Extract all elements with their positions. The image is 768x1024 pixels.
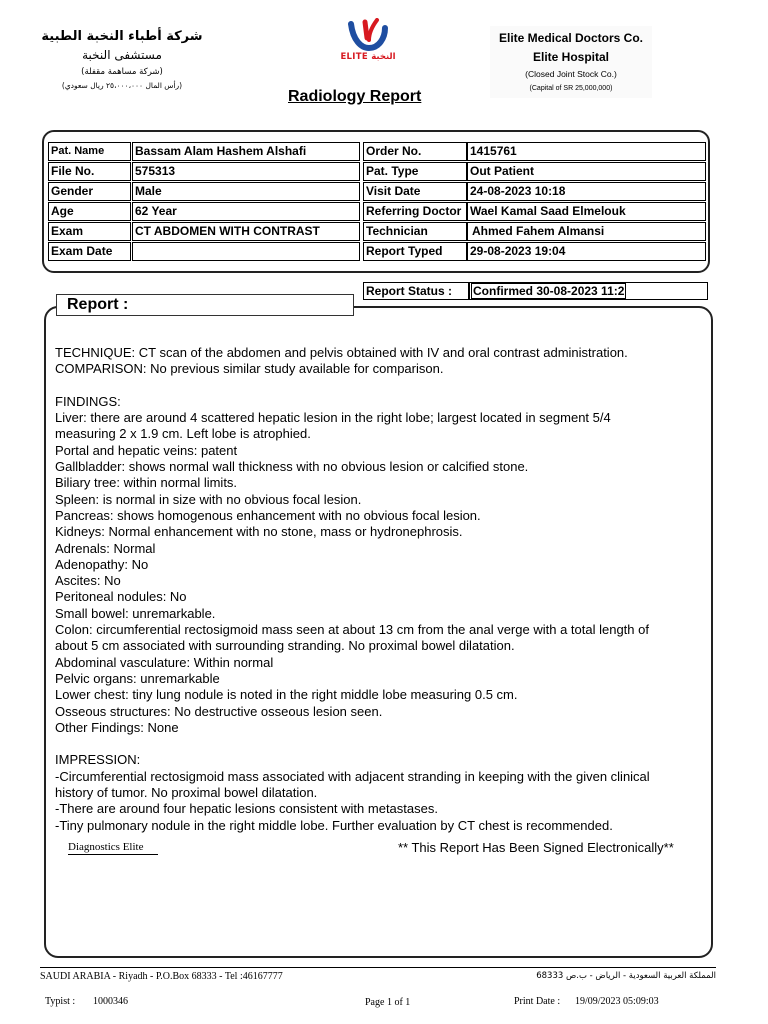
english-letterhead (490, 26, 652, 98)
value-visit-date: 24-08-2023 10:18 (467, 182, 706, 201)
electronic-signature-note: ** This Report Has Been Signed Electronically** (398, 840, 674, 855)
page-title: Radiology Report (288, 88, 422, 105)
print-date-value: 19/09/2023 05:09:03 (575, 996, 659, 1007)
elite-logo (318, 18, 418, 66)
value-age: 62 Year (132, 202, 360, 221)
impression-heading: IMPRESSION: (55, 752, 141, 768)
spacer (55, 378, 705, 394)
page-number: Page 1 of 1 (365, 997, 411, 1008)
arabic-hospital-name: مستشفى النخبة (82, 48, 162, 62)
value-patient-name: Bassam Alam Hashem Alshafi (132, 142, 360, 161)
report-status-label: Report Status : (363, 282, 469, 300)
finding-line: Abdominal vasculature: Within normal (55, 654, 274, 670)
footer-address: SAUDI ARABIA - Riyadh - P.O.Box 68333 - Tel :46167777 (40, 971, 283, 982)
findings-heading: FINDINGS: (55, 393, 121, 409)
impression-line: -Circumferential rectosigmoid mass associated with adjacent stranding in keeping with the given clinical (55, 768, 650, 784)
report-body (55, 345, 705, 834)
finding-line: Other Findings: None (55, 719, 179, 735)
value-order-no: 1415761 (467, 142, 706, 161)
finding-line: Adrenals: Normal (55, 540, 156, 556)
finding-line: Osseous structures: No destructive osseous lesion seen. (55, 703, 383, 719)
arabic-company-type: (شركة مساهمة مقفلة) (81, 67, 163, 77)
value-technician: Ahmed Fahem Almansi (467, 222, 706, 241)
finding-line: Peritoneal nodules: No (55, 589, 187, 605)
finding-line: Lower chest: tiny lung nodule is noted in the right middle lobe measuring 0.5 cm. (55, 687, 518, 703)
finding-line: Portal and hepatic veins: patent (55, 442, 238, 458)
company-name: Elite Medical Doctors Co. (498, 31, 644, 45)
value-exam-date (132, 242, 360, 261)
company-type: (Closed Joint Stock Co.) (525, 69, 617, 79)
diagnostics-signature: Diagnostics Elite (68, 841, 158, 855)
finding-line: Pancreas: shows homogenous enhancement with no obvious focal lesion. (55, 507, 481, 523)
label-exam-date: Exam Date (48, 242, 131, 261)
impression-line: history of tumor. No proximal bowel dilatation. (55, 785, 318, 801)
report-status-text: Confirmed 30-08-2023 11:2 (473, 284, 625, 298)
label-referring-doctor: Referring Doctor (363, 202, 467, 221)
finding-line: Pelvic organs: unremarkable (55, 670, 220, 686)
logo-wordmark: ELITE النخبة (340, 52, 396, 62)
finding-line: measuring 2 x 1.9 cm. Left lobe is atrophied. (55, 426, 311, 442)
hospital-name: Elite Hospital (532, 50, 609, 64)
arabic-letterhead (22, 28, 222, 92)
label-technician: Technician (363, 222, 467, 241)
label-age: Age (48, 202, 131, 221)
finding-line: Colon: circumferential rectosigmoid mass seen at about 13 cm from the anal verge with a total length of (55, 622, 649, 638)
finding-line: about 5 cm associated with surrounding stranding. No proximal bowel dilatation. (55, 638, 515, 654)
company-capital: (Capital of SR 25,000,000) (529, 85, 613, 92)
arabic-company-name: شركة أطباء النخبة الطبية (41, 29, 203, 44)
label-file-no: File No. (48, 162, 131, 181)
typist-value: 1000346 (93, 996, 128, 1007)
footer-address-arabic: المملكة العربية السعودية - الرياض - ب.ص 68333 (536, 971, 716, 981)
finding-line: Small bowel: unremarkable. (55, 605, 216, 621)
spacer (55, 736, 705, 752)
finding-line: Gallbladder: shows normal wall thickness with no obvious lesion or calcified stone. (55, 459, 529, 475)
finding-line: Liver: there are around 4 scattered hepatic lesion in the right lobe; largest located in segment 5/4 (55, 410, 611, 426)
technique-text: TECHNIQUE: CT scan of the abdomen and pelvis obtained with IV and oral contrast administration. (55, 345, 628, 360)
label-report-typed: Report Typed (363, 242, 467, 261)
label-gender: Gender (48, 182, 131, 201)
finding-line: Kidneys: Normal enhancement with no stone, mass or hydronephrosis. (55, 524, 463, 540)
value-report-typed: 29-08-2023 19:04 (467, 242, 706, 261)
value-referring-doctor: Wael Kamal Saad Elmelouk (467, 202, 706, 221)
arabic-capital: (رأس المال ٢٥،٠٠٠،٠٠٠ ريال سعودي) (61, 81, 183, 90)
finding-line: Spleen: is normal in size with no obvious focal lesion. (55, 491, 362, 507)
finding-line: Biliary tree: within normal limits. (55, 475, 238, 491)
value-file-no: 575313 (132, 162, 360, 181)
label-visit-date: Visit Date (363, 182, 467, 201)
impression-line: -Tiny pulmonary nodule in the right middle lobe. Further evaluation by CT chest is recommended. (55, 817, 613, 833)
label-order-no: Order No. (363, 142, 467, 161)
typist-label: Typist : (45, 996, 76, 1007)
finding-line: Ascites: No (55, 573, 121, 589)
comparison-text: COMPARISON: No previous similar study available for comparison. (55, 361, 444, 377)
report-status-value (469, 282, 708, 300)
value-exam: CT ABDOMEN WITH CONTRAST (132, 222, 360, 241)
label-pat-type: Pat. Type (363, 162, 467, 181)
label-patient-name: Pat. Name (48, 142, 131, 161)
print-date-label: Print Date : (514, 996, 561, 1007)
finding-line: Adenopathy: No (55, 556, 149, 572)
label-exam: Exam (48, 222, 131, 241)
elite-logo-icon (347, 18, 389, 52)
report-heading: Report : (56, 294, 354, 316)
footer-divider (40, 967, 716, 968)
impression-line: -There are around four hepatic lesions consistent with metastases. (55, 801, 438, 817)
value-pat-type: Out Patient (467, 162, 706, 181)
value-gender: Male (132, 182, 360, 201)
